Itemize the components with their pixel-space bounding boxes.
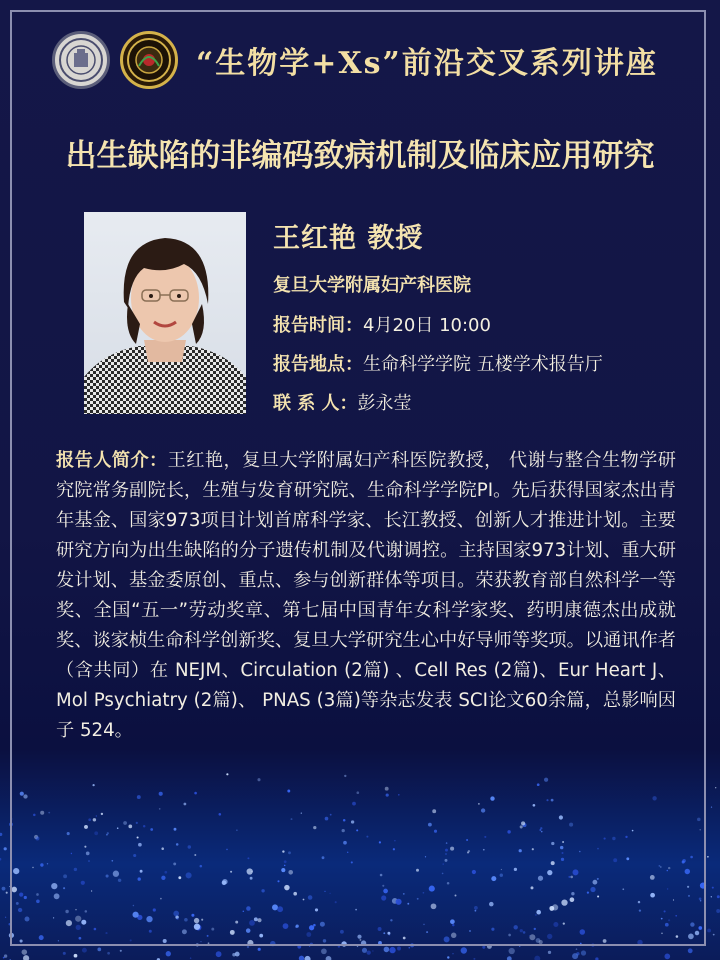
series-title: “生物学+Xs”前沿交叉系列讲座 bbox=[196, 46, 658, 81]
contact-value: 彭永莹 bbox=[357, 393, 412, 414]
bio-label: 报告人简介： bbox=[56, 450, 168, 471]
place-value: 生命科学学院 五楼学术报告厅 bbox=[363, 354, 603, 375]
speaker-info bbox=[273, 216, 603, 428]
bio-text: 王红艳，复旦大学附属妇产科医院教授， 代谢与整合生物学研究院常务副院长，生殖与发育研究院、生命科学学院PI。先后获得国家杰出青年基金、国家973项目计划首席科学家、长江教授、创新人才推进计划。主要研究方向为出生缺陷的分子遗传机制及代谢调控。主持国家973计划、重大研发计划、基金委原创、重点、参与创新群体等项目。荣获教育部自然科学一等奖、全国“五一”劳动奖章、第七届中国青年女科学家奖、药明康德杰出成就奖、谈家桢生命科学创新奖、复旦大学研究生心中好导师等奖项。以通讯作者（含共同）在 NEJM、Circulation (2篇) 、Cell Res (2篇)、Eur Heart J、Mol Psychiatry (2篇)、 PNAS (3篇)等杂志发表 SCI论文60余篇，总影响因子 524。 bbox=[56, 450, 676, 741]
speaker-affiliation: 复旦大学附属妇产科医院 bbox=[273, 275, 471, 296]
speaker-name: 王红艳 教授 bbox=[273, 223, 424, 254]
place-label: 报告地点： bbox=[273, 354, 363, 375]
time-label: 报告时间： bbox=[273, 315, 363, 336]
poster-header bbox=[52, 30, 658, 90]
speaker-bio bbox=[56, 446, 676, 746]
institute-seal-icon bbox=[120, 31, 178, 89]
lecture-title: 出生缺陷的非编码致病机制及临床应用研究 bbox=[65, 138, 655, 174]
contact-row bbox=[273, 389, 603, 415]
speaker-photo bbox=[84, 212, 246, 414]
blue-glitter-background bbox=[0, 770, 720, 960]
university-seal-icon bbox=[52, 31, 110, 89]
time-row bbox=[273, 311, 603, 337]
place-row bbox=[273, 350, 603, 376]
time-value: 4月20日 10:00 bbox=[363, 315, 491, 336]
contact-label: 联 系 人： bbox=[273, 393, 358, 414]
